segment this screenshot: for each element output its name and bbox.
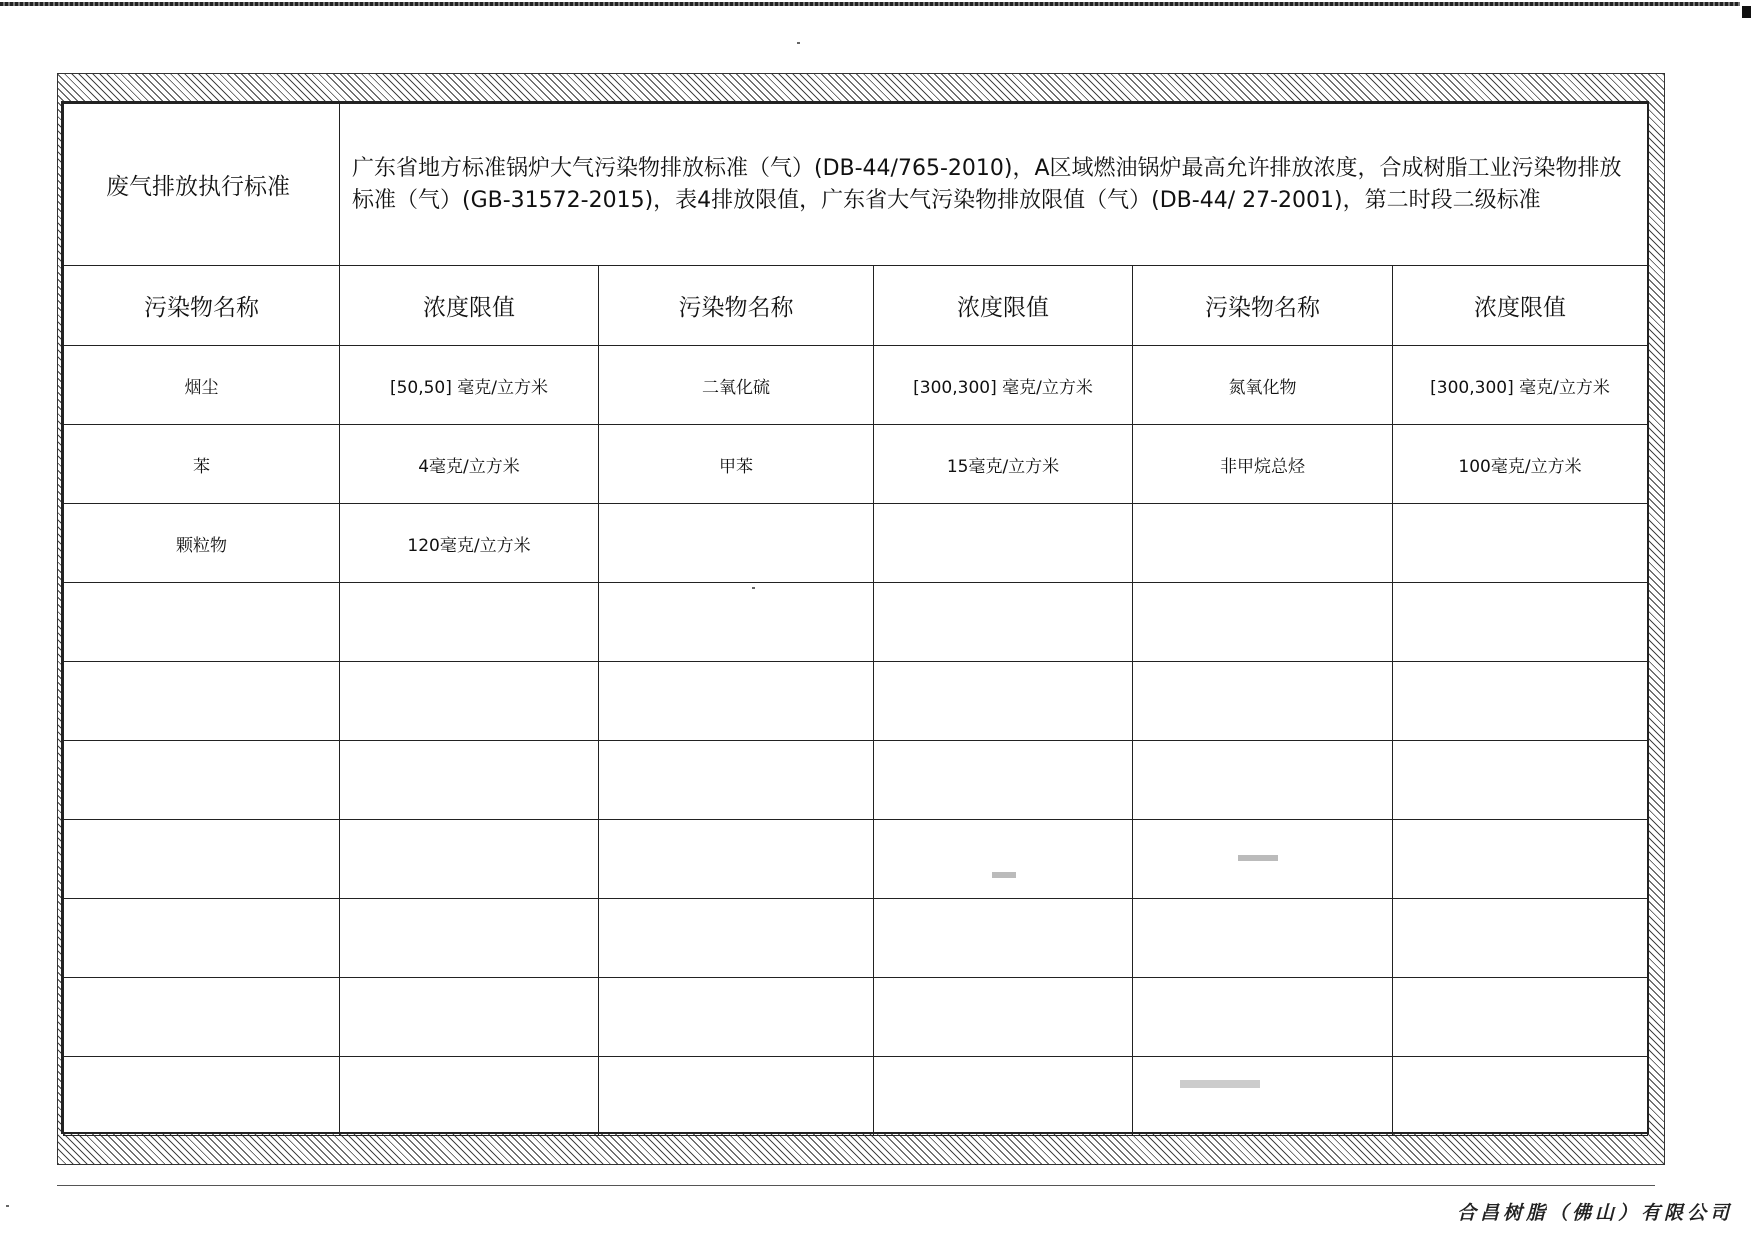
header-pollutant-name-3: 污染物名称 [1133, 266, 1393, 346]
pollutant-name-cell [64, 978, 340, 1057]
concentration-limit-cell [874, 504, 1133, 583]
concentration-limit-cell [1393, 504, 1648, 583]
concentration-limit-cell [874, 899, 1133, 978]
concentration-limit-cell [340, 662, 599, 741]
table-header-row [64, 266, 1648, 346]
scan-speck [6, 1205, 9, 1207]
standards-table-container [61, 101, 1649, 1134]
concentration-limit-cell [340, 1057, 599, 1136]
decorative-border-frame [57, 73, 1665, 1165]
table-row [64, 978, 1648, 1057]
concentration-limit-cell [340, 899, 599, 978]
table-row [64, 1057, 1648, 1136]
table-row [64, 425, 1648, 504]
pollutant-name-cell [599, 978, 874, 1057]
concentration-limit-cell: 120毫克/立方米 [340, 504, 599, 583]
header-concentration-limit-3: 浓度限值 [1393, 266, 1648, 346]
pollutant-name-cell [1133, 1057, 1393, 1136]
pollutant-name-cell [1133, 583, 1393, 662]
concentration-limit-cell [874, 1057, 1133, 1136]
company-name: 合昌树脂（佛山）有限公司 [1456, 1202, 1733, 1224]
pollutant-name-cell [1133, 899, 1393, 978]
concentration-limit-cell [1393, 978, 1648, 1057]
concentration-limit-cell [340, 583, 599, 662]
table-row [64, 820, 1648, 899]
scan-smudge [1238, 855, 1278, 861]
concentration-limit-cell: [300,300] 毫克/立方米 [874, 346, 1133, 425]
concentration-limit-cell [1393, 820, 1648, 899]
concentration-limit-cell [874, 978, 1133, 1057]
concentration-limit-cell [340, 978, 599, 1057]
pollutant-name-cell [599, 741, 874, 820]
pollutant-name-cell: 非甲烷总烃 [1133, 425, 1393, 504]
pollutant-name-cell [1133, 662, 1393, 741]
standard-row [64, 104, 1648, 266]
concentration-limit-cell [1393, 741, 1648, 820]
concentration-limit-cell [1393, 899, 1648, 978]
pollutant-name-cell: 烟尘 [64, 346, 340, 425]
pollutant-name-cell: 甲苯 [599, 425, 874, 504]
header-concentration-limit-1: 浓度限值 [340, 266, 599, 346]
pollutant-name-cell [599, 583, 874, 662]
header-pollutant-name-1: 污染物名称 [64, 266, 340, 346]
pollutant-name-cell [1133, 978, 1393, 1057]
concentration-limit-cell: 15毫克/立方米 [874, 425, 1133, 504]
pollutant-name-cell: 颗粒物 [64, 504, 340, 583]
scan-speck [797, 42, 800, 44]
footer-rule [57, 1185, 1655, 1186]
concentration-limit-cell [1393, 662, 1648, 741]
standard-label: 废气排放执行标准 [64, 104, 340, 266]
emission-standards-table [63, 103, 1648, 1136]
concentration-limit-cell [1393, 583, 1648, 662]
scan-smudge [1180, 1080, 1260, 1088]
pollutant-name-cell [64, 741, 340, 820]
standard-description: 广东省地方标准锅炉大气污染物排放标准（气）(DB-44/765-2010)，A区域燃油锅炉最高允许排放浓度，合成树脂工业污染物排放标准（气）(GB-31572-2015)，表4排放限值，广东省大气污染物排放限值（气）(DB-44/ 27-2001)，第二时段二级标准 [340, 104, 1648, 266]
pollutant-name-cell [599, 820, 874, 899]
table-row [64, 741, 1648, 820]
pollutant-name-cell [1133, 504, 1393, 583]
concentration-limit-cell [874, 820, 1133, 899]
header-pollutant-name-2: 污染物名称 [599, 266, 874, 346]
pollutant-name-cell [64, 820, 340, 899]
table-row [64, 346, 1648, 425]
concentration-limit-cell: [50,50] 毫克/立方米 [340, 346, 599, 425]
pollutant-name-cell [599, 1057, 874, 1136]
concentration-limit-cell [340, 741, 599, 820]
scan-corner-mark [1742, 6, 1751, 18]
pollutant-name-cell [599, 899, 874, 978]
pollutant-name-cell [599, 662, 874, 741]
table-row [64, 504, 1648, 583]
table-row [64, 583, 1648, 662]
table-row [64, 662, 1648, 741]
header-concentration-limit-2: 浓度限值 [874, 266, 1133, 346]
pollutant-name-cell [64, 1057, 340, 1136]
table-row [64, 899, 1648, 978]
concentration-limit-cell: 100毫克/立方米 [1393, 425, 1648, 504]
concentration-limit-cell [1393, 1057, 1648, 1136]
pollutant-name-cell: 二氧化硫 [599, 346, 874, 425]
pollutant-name-cell [64, 662, 340, 741]
pollutant-name-cell [1133, 741, 1393, 820]
concentration-limit-cell: [300,300] 毫克/立方米 [1393, 346, 1648, 425]
concentration-limit-cell [340, 820, 599, 899]
pollutant-name-cell: 氮氧化物 [1133, 346, 1393, 425]
pollutant-name-cell [64, 583, 340, 662]
scan-speck [752, 587, 755, 589]
concentration-limit-cell: 4毫克/立方米 [340, 425, 599, 504]
concentration-limit-cell [874, 741, 1133, 820]
pollutant-name-cell: 苯 [64, 425, 340, 504]
pollutant-name-cell [599, 504, 874, 583]
scan-smudge [992, 872, 1016, 878]
concentration-limit-cell [874, 662, 1133, 741]
top-scan-border [0, 2, 1740, 6]
concentration-limit-cell [874, 583, 1133, 662]
pollutant-name-cell [64, 899, 340, 978]
